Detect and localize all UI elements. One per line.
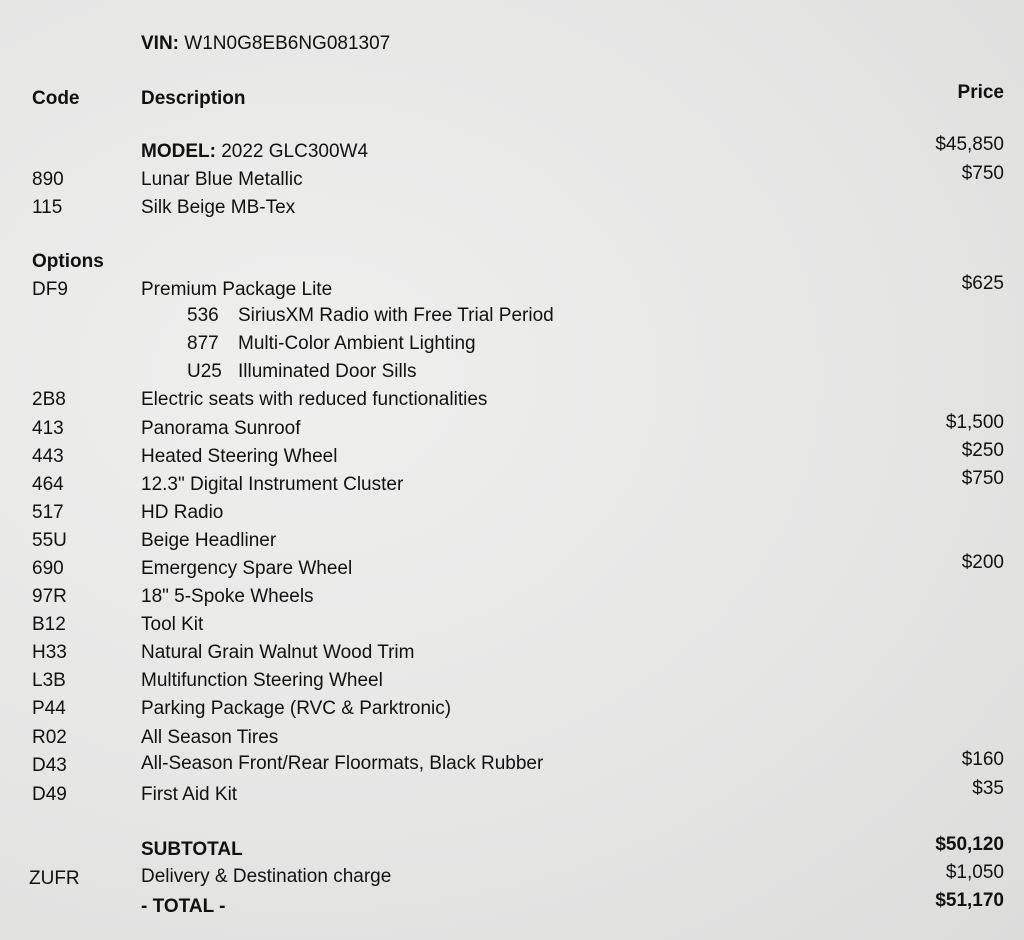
package-item-code: U25 (187, 361, 222, 382)
row-description: Silk Beige MB-Tex (141, 197, 296, 218)
delivery-code: ZUFR (29, 868, 80, 889)
row-description: Panorama Sunroof (141, 418, 301, 439)
row-code: 690 (32, 558, 64, 579)
row-description: First Aid Kit (141, 784, 238, 805)
subtotal-label: SUBTOTAL (141, 839, 243, 860)
row-description: Heated Steering Wheel (141, 446, 338, 467)
model-value: 2022 GLC300W4 (221, 141, 369, 162)
row-code: 55U (32, 530, 67, 551)
row-code: D43 (32, 755, 67, 776)
row-price: $750 (961, 163, 1004, 184)
row-code: R02 (32, 727, 67, 748)
row-description: Premium Package Lite (141, 279, 333, 300)
row-description: Emergency Spare Wheel (141, 558, 353, 579)
row-code: L3B (32, 670, 66, 691)
row-price: $1,500 (945, 412, 1004, 433)
package-item-description: Multi-Color Ambient Lighting (238, 333, 476, 354)
row-code: 443 (32, 446, 64, 467)
row-code: 413 (32, 418, 64, 439)
row-price: $35 (972, 778, 1004, 799)
row-description: 18" 5-Spoke Wheels (141, 586, 314, 607)
row-description: All-Season Front/Rear Floormats, Black Rubber (141, 753, 544, 774)
row-description: HD Radio (141, 502, 224, 523)
row-code: B12 (32, 614, 66, 635)
header-description: Description (141, 88, 246, 109)
package-item-description: Illuminated Door Sills (238, 361, 417, 382)
row-code: 115 (32, 197, 63, 218)
row-description: Natural Grain Walnut Wood Trim (141, 642, 415, 663)
row-price: $160 (961, 749, 1004, 770)
subtotal-price: $50,120 (935, 834, 1004, 855)
header-code: Code (32, 88, 80, 109)
row-price: $250 (961, 440, 1004, 461)
row-description: Lunar Blue Metallic (141, 169, 303, 190)
model-price: $45,850 (935, 134, 1004, 155)
vin-label: VIN: (141, 33, 179, 54)
row-description: 12.3" Digital Instrument Cluster (141, 474, 404, 495)
row-code: 464 (32, 474, 64, 495)
package-item-code: 877 (187, 333, 219, 354)
total-price: $51,170 (935, 890, 1004, 911)
row-code: DF9 (32, 279, 68, 300)
row-description: All Season Tires (141, 727, 279, 748)
total-label: - TOTAL - (141, 896, 226, 917)
vin-value: W1N0G8EB6NG081307 (184, 33, 391, 54)
package-item-description: SiriusXM Radio with Free Trial Period (238, 305, 554, 326)
package-item-code: 536 (187, 305, 219, 326)
header-price: Price (957, 82, 1004, 103)
row-price: $750 (961, 468, 1004, 489)
row-code: H33 (32, 642, 67, 663)
row-price: $200 (961, 552, 1004, 573)
row-code: P44 (32, 698, 66, 719)
options-label: Options (32, 251, 104, 272)
row-code: 2B8 (32, 389, 66, 410)
vin-line (141, 33, 390, 55)
model-label: MODEL: (141, 141, 216, 162)
row-description: Multifunction Steering Wheel (141, 670, 383, 691)
model-line (141, 141, 368, 163)
row-description: Beige Headliner (141, 530, 277, 551)
row-description: Tool Kit (141, 614, 204, 635)
row-code: D49 (32, 784, 67, 805)
row-price: $625 (961, 273, 1004, 294)
row-description: Parking Package (RVC & Parktronic) (141, 698, 452, 719)
delivery-description: Delivery & Destination charge (141, 866, 392, 887)
row-code: 97R (32, 586, 67, 607)
row-code: 890 (32, 169, 64, 190)
delivery-price: $1,050 (945, 862, 1004, 883)
row-code: 517 (32, 502, 64, 523)
row-description: Electric seats with reduced functionalities (141, 389, 488, 410)
